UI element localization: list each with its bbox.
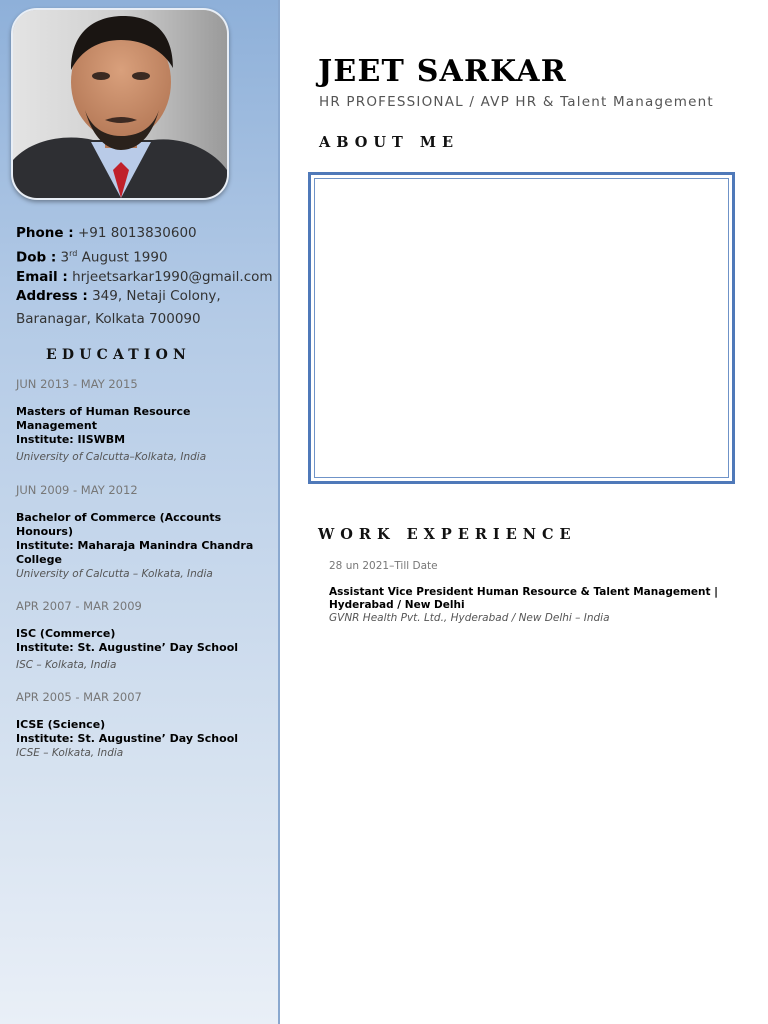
dob-suffix: rd: [69, 248, 78, 258]
education-university: University of Calcutta – Kolkata, India: [16, 568, 213, 580]
education-dates: APR 2007 - MAR 2009: [16, 599, 142, 613]
education-institute: Institute: St. Augustine’ Day School: [16, 641, 239, 654]
candidate-role: HR PROFESSIONAL / AVP HR & Talent Management: [319, 94, 714, 110]
education-university: ISC – Kolkata, India: [16, 659, 117, 671]
address-line1: 349, Netaji Colony,: [92, 288, 221, 304]
work-experience-heading: WORK EXPERIENCE: [318, 526, 577, 543]
education-item: [16, 377, 266, 464]
address-line-2: Baranagar, Kolkata 700090: [16, 310, 201, 327]
dob-day: 3: [60, 249, 70, 265]
education-dates: APR 2005 - MAR 2007: [16, 690, 142, 704]
email-label: Email :: [16, 268, 68, 285]
education-degree: ISC (Commerce): [16, 627, 116, 640]
work-title: Assistant Vice President Human Resource & Talent Management | Hyderabad / New Delhi: [329, 586, 719, 611]
phone-line: [16, 224, 274, 244]
education-degree: ICSE (Science): [16, 718, 106, 731]
email-value[interactable]: hrjeetsarkar1990@gmail.com: [72, 268, 273, 285]
education-heading: EDUCATION: [46, 347, 192, 363]
dob-rest: August 1990: [81, 249, 168, 265]
work-dates: 28 un 2021–Till Date: [329, 560, 438, 572]
work-experience-list: [329, 560, 719, 625]
education-university: ICSE – Kolkata, India: [16, 747, 124, 759]
education-institute: Institute: St. Augustine’ Day School: [16, 732, 239, 745]
education-item: [16, 483, 266, 581]
dob-line: [16, 244, 274, 268]
about-text-box[interactable]: [308, 172, 735, 484]
education-dates: JUN 2009 - MAY 2012: [16, 483, 138, 497]
address-label: Address :: [16, 288, 88, 304]
education-university: University of Calcutta–Kolkata, India: [16, 451, 207, 463]
dob-label: Dob :: [16, 249, 57, 265]
address-line: [16, 287, 274, 307]
education-degree: Bachelor of Commerce (Accounts Honours): [16, 511, 222, 538]
education-list: [16, 377, 266, 760]
education-degree: Masters of Human Resource Management: [16, 405, 191, 432]
about-text-box-inner-border: [314, 178, 729, 478]
profile-photo: [11, 8, 229, 200]
work-item: [329, 560, 719, 625]
education-item: [16, 599, 266, 672]
email-line: [16, 268, 274, 288]
education-dates: JUN 2013 - MAY 2015: [16, 377, 138, 391]
education-institute: Institute: Maharaja Manindra Chandra College: [16, 539, 254, 566]
contact-info: [16, 224, 274, 329]
phone-value: +91 8013830600: [77, 225, 197, 241]
education-institute: Institute: IISWBM: [16, 433, 126, 446]
about-heading: ABOUT ME: [319, 134, 459, 151]
candidate-name: JEET SARKAR: [318, 54, 567, 89]
phone-label: Phone :: [16, 225, 74, 241]
education-item: [16, 690, 266, 760]
work-company: GVNR Health Pvt. Ltd., Hyderabad / New Delhi – India: [329, 612, 610, 624]
